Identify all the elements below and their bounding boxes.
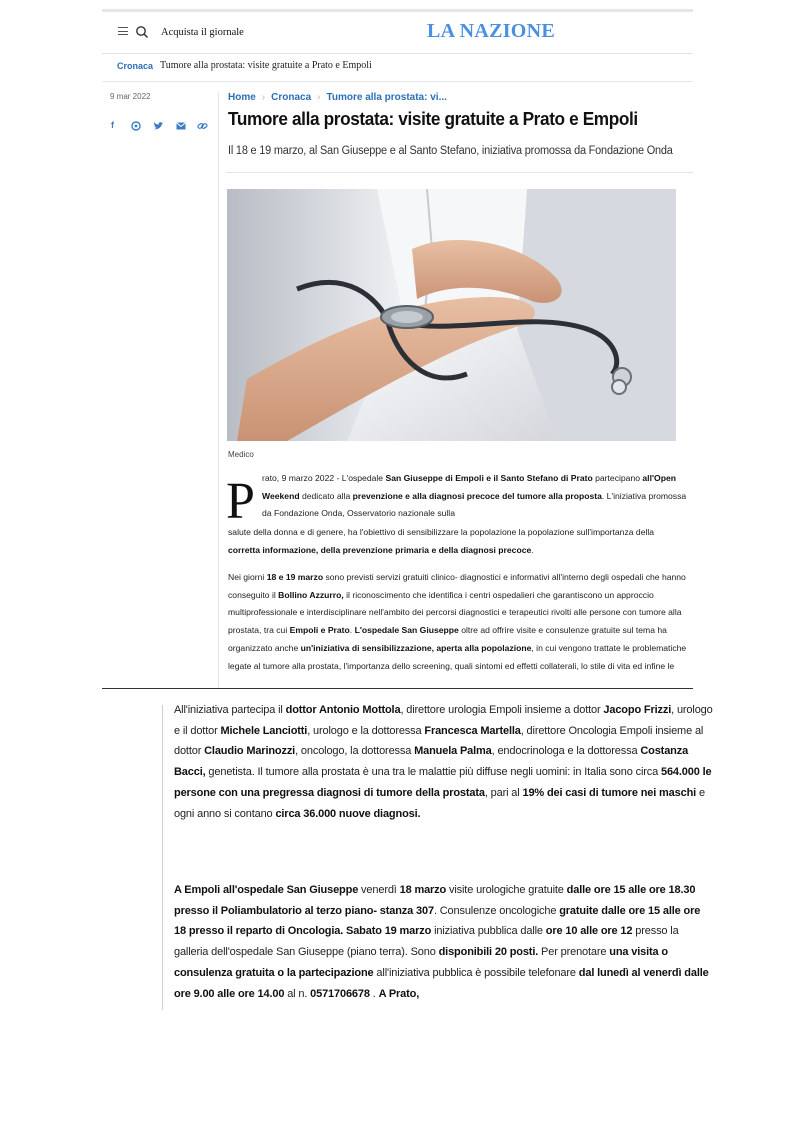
- continuation-margin: [162, 705, 163, 1010]
- bold-text: San Giuseppe di Empoli e il Santo Stefano di Prato: [385, 473, 593, 483]
- breadcrumb-section[interactable]: Cronaca: [271, 92, 312, 103]
- drop-cap: P: [226, 473, 255, 530]
- bold-text: Sabato 19 marzo: [346, 925, 432, 938]
- section-link[interactable]: Cronaca: [117, 61, 154, 71]
- text-run: , pari al: [484, 786, 523, 799]
- bold-text: dottor Antonio Mottola: [285, 704, 401, 716]
- text-run: .: [349, 625, 355, 636]
- text-run: visite urologiche gratuite: [446, 884, 567, 896]
- text-run: partecipano: [592, 473, 643, 483]
- text-run: al n.: [284, 987, 311, 1000]
- bold-text: Jacopo Frizzi: [603, 704, 672, 716]
- bold-text: A Prato,: [378, 987, 420, 1000]
- text-run: e ogni anno si contano: [174, 786, 705, 820]
- column-divider: [218, 92, 219, 688]
- bold-text: 564.000 le persone con una pregressa diagnosi di tumore della prostata: [174, 766, 712, 799]
- search-icon[interactable]: [135, 25, 149, 39]
- text-run: .: [369, 987, 379, 1000]
- paragraph-text: [228, 524, 688, 559]
- text-run: All'iniziativa partecipa il: [174, 704, 286, 716]
- bold-text: dalle ore 15 alle ore 18.30 presso il Poliambulatorio al terzo piano- stanza 307: [174, 884, 696, 917]
- text-run: il riconoscimento che identifica i centri ospedalieri che garantiscono un approccio multiprofessionale e interdisciplinare nell'ambito dei percorsi diagnostici e terapeutici rivolti alle persone con tumore alla prostata, tra cui: [228, 589, 682, 636]
- bold-text: prevenzione e alla diagnosi precoce del tumore alla proposta: [352, 490, 602, 501]
- text-run: venerdì: [358, 884, 400, 896]
- continuation-paragraph: [174, 700, 714, 824]
- bold-text: 18 e 19 marzo: [266, 572, 324, 582]
- continuation-paragraph: [174, 880, 714, 1004]
- page-cut-line: [102, 688, 693, 689]
- breadcrumb-current[interactable]: Tumore alla prostata: vi...: [326, 92, 447, 103]
- bold-text: gratuite dalle ore 15 alle ore 18 presso il reparto di Oncologia.: [174, 904, 701, 938]
- bold-text: ore 10 alle ore 12: [545, 925, 633, 938]
- bold-text: circa 36.000 nuove diagnosi.: [275, 807, 421, 820]
- bold-text: Francesca Martella: [424, 724, 521, 737]
- bold-text: all'Open Weekend: [262, 473, 676, 501]
- text-run: , oncologo, la dottoressa: [295, 745, 415, 758]
- bold-text: 19% dei casi di tumore nei maschi: [522, 786, 697, 799]
- site-header: [102, 14, 693, 54]
- text-run: all'iniziativa pubblica è possibile telefonare: [373, 966, 579, 979]
- text-run: , direttore urologia Empoli insieme a dottor: [400, 704, 604, 716]
- text-run: . L'iniziativa promossa da Fondazione Onda, Osservatorio nazionale sulla: [262, 490, 687, 519]
- bold-text: disponibili 20 posti.: [438, 946, 539, 959]
- text-run: , urologo e il dottor: [174, 704, 713, 737]
- paragraph-text: [174, 880, 714, 1004]
- bold-text: Manuela Palma: [414, 745, 492, 758]
- bold-text: un'iniziativa di sensibilizzazione, aperta alla popolazione: [300, 642, 532, 653]
- bold-text: Claudio Marinozzi: [204, 745, 296, 758]
- bold-text: 18 marzo: [399, 884, 447, 896]
- publish-date: 9 mar 2022: [110, 92, 151, 101]
- site-logo[interactable]: LA NAZIONE: [427, 20, 556, 42]
- text-run: .: [531, 544, 534, 555]
- text-run: , urologo e la dottoressa: [307, 724, 425, 737]
- chevron-right-icon: ›: [317, 92, 321, 103]
- article-summary: Il 18 e 19 marzo, al San Giuseppe e al Santo Stefano, iniziativa promossa da Fondazione Onda: [228, 145, 673, 157]
- text-run: iniziativa pubblica dalle: [431, 925, 546, 938]
- sticky-article-title: Tumore alla prostata: visite gratuite a Prato e Empoli: [160, 60, 372, 71]
- text-run: dedicato alla: [299, 490, 353, 501]
- bold-text: corretta informazione, della prevenzione primaria e della diagnosi precoce: [228, 544, 532, 555]
- breadcrumb-home[interactable]: Home: [228, 92, 256, 103]
- article-image: [227, 189, 676, 441]
- article-title: Tumore alla prostata: visite gratuite a Prato e Empoli: [228, 108, 638, 129]
- text-run: rato, 9 marzo 2022 - L'ospedale: [262, 473, 386, 483]
- paragraph-text: [262, 470, 688, 523]
- bold-text: dal lunedì al venerdì dalle ore 9.00 alle ore 14.00: [174, 966, 709, 1000]
- paragraph-text: [174, 700, 714, 824]
- bold-text: Costanza Bacci,: [174, 745, 689, 779]
- facebook-icon[interactable]: f: [111, 120, 114, 130]
- whatsapp-icon[interactable]: [131, 121, 141, 131]
- text-run: , direttore Oncologia Empoli insieme al dottor: [174, 724, 704, 758]
- bold-text: Michele Lanciotti: [220, 724, 308, 737]
- top-rule: [102, 9, 693, 12]
- menu-icon[interactable]: [118, 27, 128, 35]
- article-paragraph: [262, 470, 688, 523]
- text-run: presso la galleria dell'ospedale San Giuseppe (piano terra). Sono: [174, 925, 679, 959]
- twitter-icon[interactable]: [153, 121, 164, 131]
- buy-newspaper-link[interactable]: Acquista il giornale: [161, 27, 244, 38]
- image-caption: Medico: [228, 450, 254, 459]
- text-run: Per prenotare: [538, 946, 610, 959]
- text-run: . Consulenze oncologiche: [433, 904, 560, 917]
- bold-text: una visita o consulenza gratuita o la partecipazione: [174, 946, 668, 979]
- text-run: Nei giorni: [228, 572, 267, 582]
- article-paragraph: [228, 569, 688, 675]
- summary-divider: [226, 172, 693, 173]
- bold-text: A Empoli all'ospedale San Giuseppe: [174, 884, 359, 896]
- link-icon[interactable]: [197, 121, 208, 131]
- chevron-right-icon: ›: [261, 92, 266, 103]
- text-run: oltre ad offrire visite e consulenze gratuite sul tema ha organizzato anche: [228, 625, 667, 653]
- bold-text: 0571706678: [310, 987, 370, 1000]
- article-paragraph: [228, 524, 688, 559]
- text-run: sono previsti servizi gratuiti clinico- diagnostici e informativi all'interno degli ospedali che hanno conseguito il: [228, 572, 686, 600]
- breadcrumb: [228, 92, 447, 103]
- text-run: genetista. Il tumore alla prostata è una tra le malattie più diffuse negli uomini: in Italia sono circa: [205, 766, 661, 779]
- paragraph-text: [228, 569, 688, 675]
- text-run: , endocrinologa e la dottoressa: [491, 745, 641, 758]
- text-run: salute della donna e di genere, ha l'obiettivo di sensibilizzare la popolazione la popolazione sull'importanza della: [228, 527, 655, 537]
- bold-text: Bollino Azzurro,: [278, 589, 344, 600]
- bold-text: Empoli e Prato: [289, 625, 350, 636]
- text-run: , in cui vengono trattate le problematiche legate al tumore alla prostata, l'importanza dello screening, quali sintomi ed effetti collaterali, lo stile di vita ed infine le: [228, 642, 687, 671]
- bold-text: L'ospedale San Giuseppe: [354, 625, 459, 636]
- section-bar: [102, 54, 693, 82]
- mail-icon[interactable]: [176, 122, 186, 130]
